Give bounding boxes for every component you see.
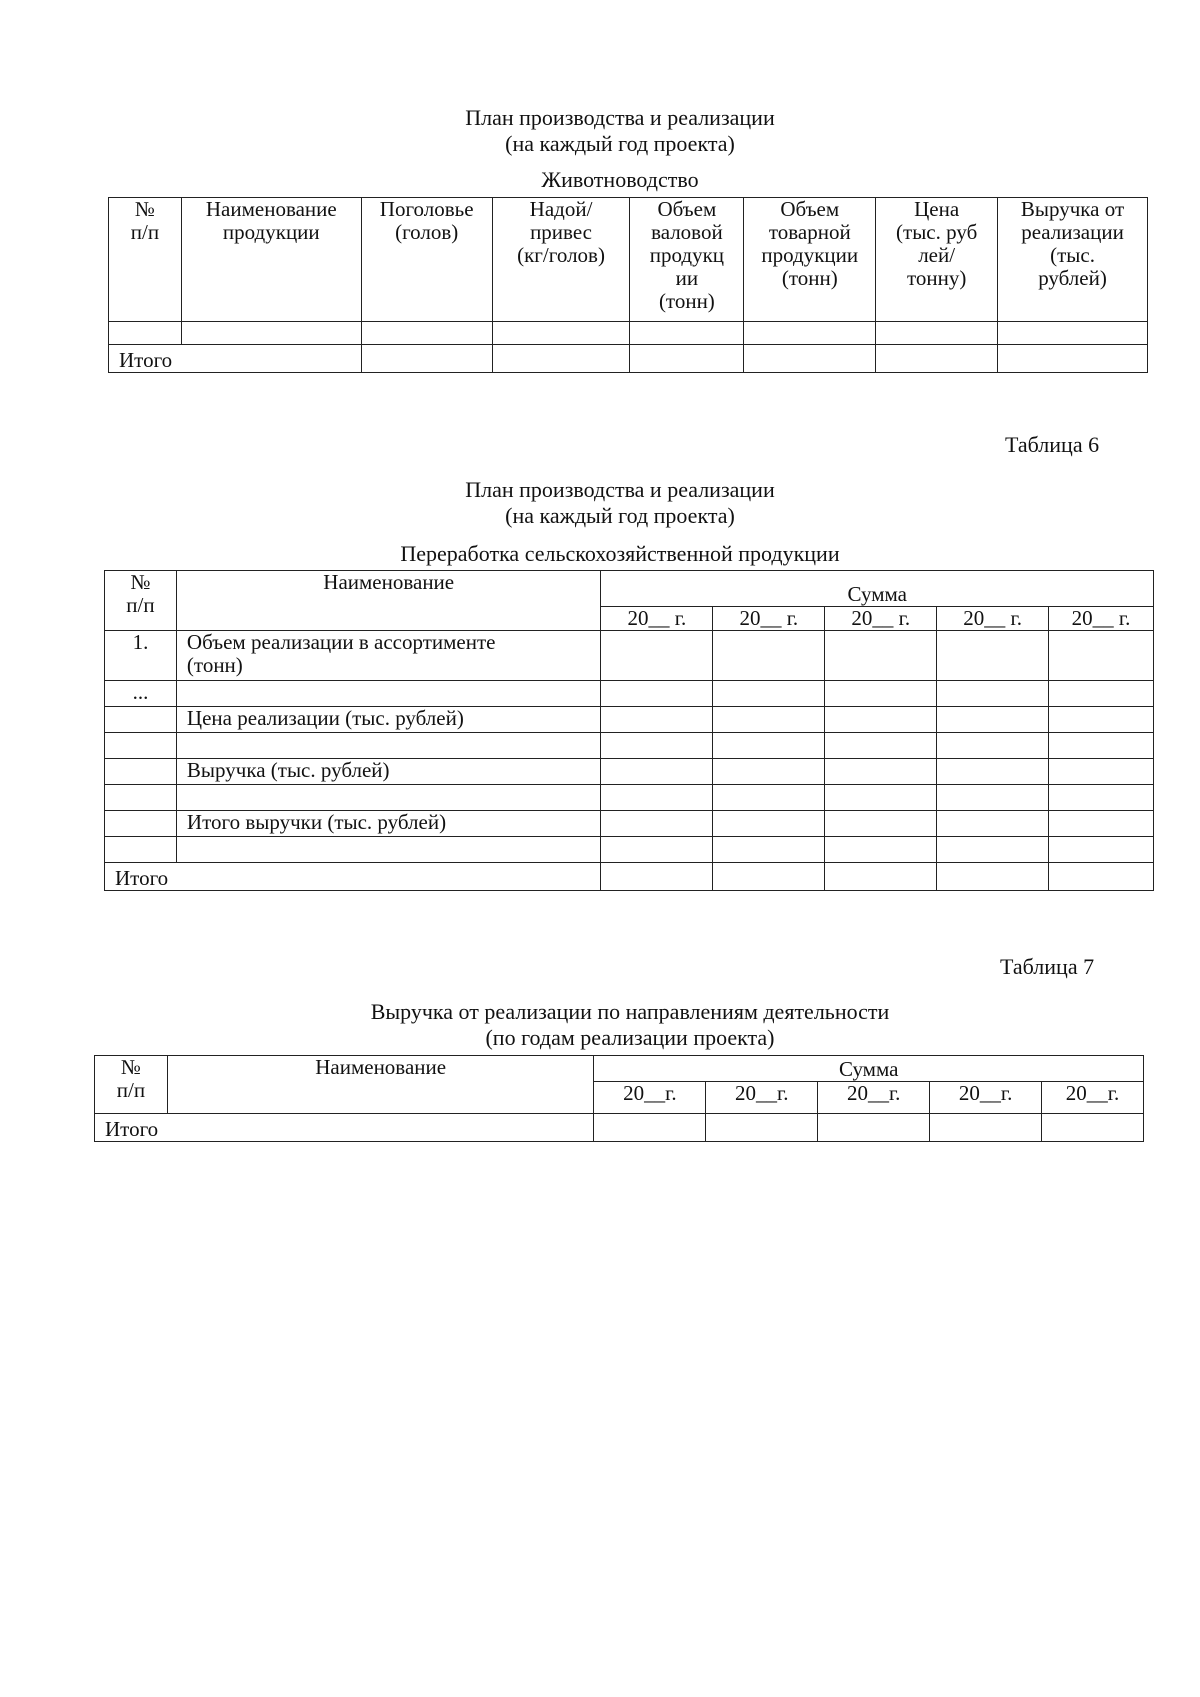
year-header: 20__г. xyxy=(706,1082,818,1114)
year-header: 20__ г. xyxy=(937,607,1049,631)
revenue-table xyxy=(94,1055,1144,1142)
row-name xyxy=(176,785,601,811)
table-row xyxy=(105,811,1154,837)
total-label: Итого xyxy=(105,863,601,891)
section3-title: Выручка от реализации по направлениям деятельности xyxy=(370,999,890,1024)
table-row xyxy=(105,681,1154,707)
row-name: Выручка (тыс. рублей) xyxy=(176,759,601,785)
total-label: Итого xyxy=(95,1114,594,1142)
total-label: Итого xyxy=(109,345,362,373)
table-row xyxy=(105,759,1154,785)
col-yield-header: Надой/ привес (кг/голов) xyxy=(492,198,630,322)
total-row xyxy=(105,863,1154,891)
year-header: 20__ г. xyxy=(713,607,825,631)
col-num-header: № п/п xyxy=(109,198,182,322)
row-name: Итого выручки (тыс. рублей) xyxy=(176,811,601,837)
row-num xyxy=(105,837,177,863)
year-header: 20__г. xyxy=(594,1082,706,1114)
row-num xyxy=(105,733,177,759)
section1-category: Животноводство xyxy=(541,167,699,192)
year-header: 20__г. xyxy=(930,1082,1042,1114)
table-header-row xyxy=(95,1056,1144,1082)
section3-subtitle: (по годам реализации проекта) xyxy=(485,1025,775,1050)
row-name xyxy=(176,837,601,863)
col-num-header: № п/п xyxy=(95,1056,168,1114)
table-header-row xyxy=(109,198,1148,322)
table-row xyxy=(105,707,1154,733)
col-name-header: Наименование xyxy=(167,1056,594,1114)
livestock-table xyxy=(108,197,1148,373)
year-header: 20__г. xyxy=(1042,1082,1144,1114)
row-name: Цена реализации (тыс. рублей) xyxy=(176,707,601,733)
table-row xyxy=(105,785,1154,811)
col-gross-volume-header: Объем валовой продукц ии (тонн) xyxy=(630,198,744,322)
total-row xyxy=(95,1114,1144,1142)
row-num xyxy=(105,759,177,785)
table-header-row xyxy=(105,571,1154,607)
table-6-label: Таблица 6 xyxy=(1005,432,1100,457)
col-revenue-header: Выручка от реализации (тыс. рублей) xyxy=(998,198,1148,322)
section1-subtitle: (на каждый год проекта) xyxy=(505,131,735,156)
col-livestock-header: Поголовье (голов) xyxy=(361,198,492,322)
col-price-header: Цена (тыс. руб лей/ тонну) xyxy=(876,198,998,322)
row-num xyxy=(105,707,177,733)
table-row xyxy=(105,631,1154,681)
table-7-label: Таблица 7 xyxy=(1000,954,1095,979)
section2-category: Переработка сельскохозяйственной продукции xyxy=(400,541,840,566)
col-num-header: № п/п xyxy=(105,571,177,631)
row-name xyxy=(176,733,601,759)
processing-table xyxy=(104,570,1154,891)
col-sum-header: Сумма xyxy=(601,571,1154,607)
table-row xyxy=(109,322,1148,345)
year-header: 20__ г. xyxy=(601,607,713,631)
row-num: 1. xyxy=(105,631,177,681)
row-num: ... xyxy=(105,681,177,707)
year-header: 20__ г. xyxy=(825,607,937,631)
col-product-header: Наименование продукции xyxy=(181,198,361,322)
row-name: Объем реализации в ассортименте (тонн) xyxy=(176,631,601,681)
row-num xyxy=(105,811,177,837)
section2-subtitle: (на каждый год проекта) xyxy=(505,503,735,528)
section1-title: План производства и реализации xyxy=(465,105,775,130)
total-row xyxy=(109,345,1148,373)
col-sum-header: Сумма xyxy=(594,1056,1144,1082)
col-name-header: Наименование xyxy=(176,571,601,631)
year-header: 20__г. xyxy=(818,1082,930,1114)
table-row xyxy=(105,837,1154,863)
row-name xyxy=(176,681,601,707)
section2-title: План производства и реализации xyxy=(465,477,775,502)
year-header: 20__ г. xyxy=(1049,607,1154,631)
table-row xyxy=(105,733,1154,759)
col-commodity-volume-header: Объем товарной продукции (тонн) xyxy=(744,198,876,322)
row-num xyxy=(105,785,177,811)
